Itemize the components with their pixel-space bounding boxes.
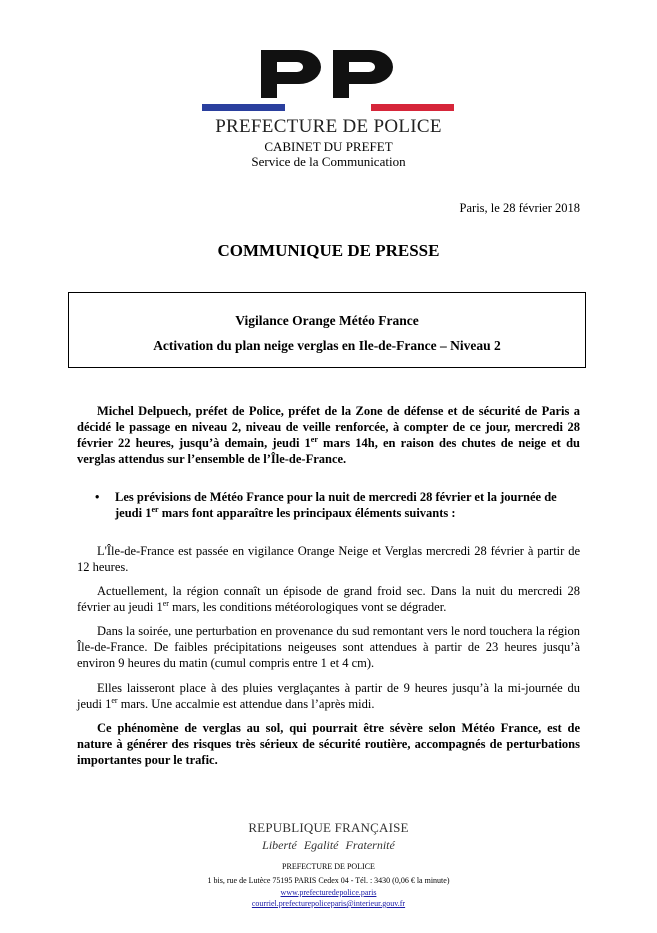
- tricolor-bar: [202, 104, 454, 111]
- footer-website-link[interactable]: www.prefecturedepolice.paris: [280, 888, 377, 897]
- footer-email-link[interactable]: courriel.prefecturepoliceparis@interieur.gouv.fr: [251, 899, 406, 908]
- republic-motto: Liberté Egalité Fraternité: [262, 838, 395, 852]
- paragraph-risques: Ce phénomène de verglas au sol, qui pourrait être sévère selon Météo France, est de nature à générer des risques très sérieux de sécurité routière, accompagnés de perturbations importantes pour le trafic.: [77, 721, 580, 767]
- footer-address: 1 bis, rue de Lutèce 75195 PARIS Cedex 04 - Tél. : 3430 (0,06 € la minute): [207, 876, 450, 885]
- paragraph-vigilance: L'Île-de-France est passée en vigilance Orange Neige et Verglas mercredi 28 février à partir de 12 heures.: [77, 544, 580, 574]
- footer-prefecture: PREFECTURE DE POLICE: [282, 862, 375, 871]
- intro-paragraph: Michel Delpuech, préfet de Police, préfet de la Zone de défense et de sécurité de Paris a décidé le passage en niveau 2, niveau de veille renforcée, à compter de ce jour, mercredi 28 février 22 heures, jusqu’à demain, jeudi 1er mars 14h, en raison des chutes de neige et du verglas attendus sur l’ensemble de l’Île-de-France.: [77, 404, 580, 466]
- paragraph-grand-froid: Actuellement, la région connaît un épisode de grand froid sec. Dans la nuit du mercredi 28 février au jeudi 1er mars, les conditions météorologiques vont se dégrader.: [77, 584, 580, 614]
- bullet-symbol: •: [95, 490, 100, 504]
- organization-name: PREFECTURE DE POLICE: [215, 116, 442, 137]
- bullet-text: Les prévisions de Météo France pour la nuit de mercredi 28 février et la journée de jeudi 1er mars font apparaître les principaux éléments suivants :: [115, 490, 557, 520]
- date-line: Paris, le 28 février 2018: [459, 201, 580, 215]
- republic-name: REPUBLIQUE FRANÇAISE: [248, 820, 409, 835]
- bullet-item: [95, 489, 575, 521]
- title-line-1: Vigilance Orange Météo France: [235, 313, 419, 328]
- title-box: [68, 292, 586, 368]
- service-name: Service de la Communication: [251, 154, 406, 169]
- document-type-heading: COMMUNIQUE DE PRESSE: [217, 241, 440, 260]
- paragraph-perturbation: Dans la soirée, une perturbation en provenance du sud remontant vers le nord touchera la région Île-de-France. De faibles précipitations neigeuses sont attendues à partir de 23 heures jusqu’à environ 9 heures du matin (cumul compris entre 1 et 4 cm).: [77, 624, 580, 670]
- title-line-2: Activation du plan neige verglas en Ile-de-France – Niveau 2: [153, 338, 501, 353]
- paragraph-pluies: Elles laisseront place à des pluies verglaçantes à partir de 9 heures jusqu’à la mi-journée du jeudi 1er mars. Une accalmie est attendue dans l’après midi.: [77, 681, 580, 711]
- prefecture-logo: [255, 48, 401, 100]
- cabinet-name: CABINET DU PREFET: [264, 139, 393, 154]
